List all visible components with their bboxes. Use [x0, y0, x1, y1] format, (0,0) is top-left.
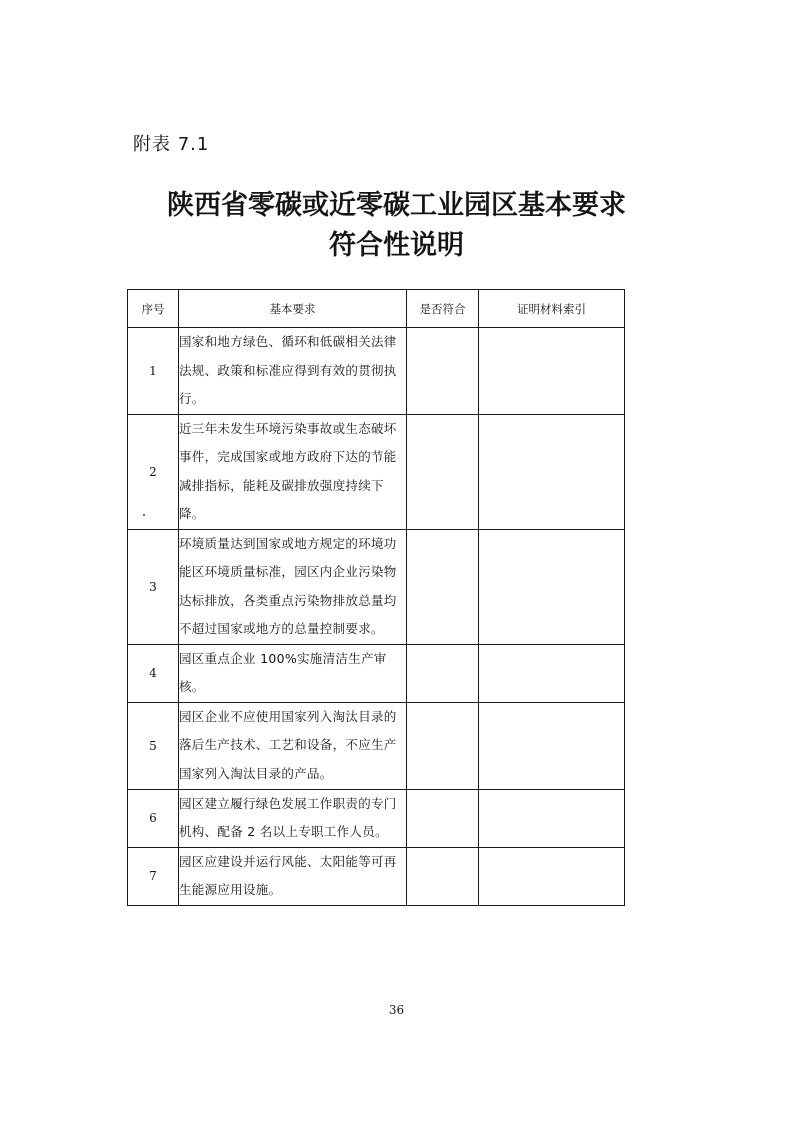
table-header-row: [128, 290, 625, 328]
row-number: 2: [128, 414, 179, 529]
table-row: [128, 789, 625, 847]
requirement-text: 园区企业不应使用国家列入淘汰目录的落后生产技术、工艺和设备，不应生产国家列入淘汰目录的产品。: [179, 702, 407, 789]
compliant-cell[interactable]: [407, 644, 479, 702]
title-line-1: 陕西省零碳或近零碳工业园区基本要求: [167, 190, 626, 221]
requirement-text: 园区应建设并运行风能、太阳能等可再生能源应用设施。: [179, 847, 407, 905]
page-number: 36: [388, 1003, 405, 1017]
scan-speck: [143, 514, 145, 516]
annex-label: 附表 7.1: [133, 134, 210, 155]
requirement-text: 国家和地方绿色、循环和低碳相关法律法规、政策和标准应得到有效的贯彻执行。: [179, 328, 407, 415]
evidence-cell[interactable]: [479, 702, 625, 789]
compliant-cell[interactable]: [407, 847, 479, 905]
evidence-cell[interactable]: [479, 847, 625, 905]
row-number: 4: [128, 644, 179, 702]
requirements-table: [127, 289, 625, 906]
row-number: 7: [128, 847, 179, 905]
row-number: 1: [128, 328, 179, 415]
evidence-cell[interactable]: [479, 328, 625, 415]
table-row: [128, 414, 625, 529]
evidence-cell[interactable]: [479, 644, 625, 702]
compliant-cell[interactable]: [407, 789, 479, 847]
requirement-text: 园区建立履行绿色发展工作职责的专门机构、配备 2 名以上专职工作人员。: [179, 789, 407, 847]
evidence-cell[interactable]: [479, 789, 625, 847]
requirement-text: 园区重点企业 100%实施清洁生产审核。: [179, 644, 407, 702]
table-row: [128, 529, 625, 644]
header-evidence-index: 证明材料索引: [479, 290, 625, 328]
requirement-text: 环境质量达到国家或地方规定的环境功能区环境质量标准，园区内企业污染物达标排放，各类重点污染物排放总量均不超过国家或地方的总量控制要求。: [179, 529, 407, 644]
requirement-text: 近三年未发生环境污染事故或生态破坏事件，完成国家或地方政府下达的节能减排指标，能耗及碳排放强度持续下降。: [179, 414, 407, 529]
evidence-cell[interactable]: [479, 529, 625, 644]
header-compliant: 是否符合: [407, 290, 479, 328]
compliant-cell[interactable]: [407, 702, 479, 789]
compliant-cell[interactable]: [407, 414, 479, 529]
row-number: 3: [128, 529, 179, 644]
title-line-2: 符合性说明: [329, 230, 464, 261]
row-number: 5: [128, 702, 179, 789]
header-serial-no: 序号: [128, 290, 179, 328]
compliant-cell[interactable]: [407, 328, 479, 415]
compliant-cell[interactable]: [407, 529, 479, 644]
document-title: [0, 186, 793, 266]
table-row: [128, 847, 625, 905]
table-row: [128, 644, 625, 702]
table-row: [128, 702, 625, 789]
row-number: 6: [128, 789, 179, 847]
evidence-cell[interactable]: [479, 414, 625, 529]
table-row: [128, 328, 625, 415]
header-basic-requirement: 基本要求: [179, 290, 407, 328]
